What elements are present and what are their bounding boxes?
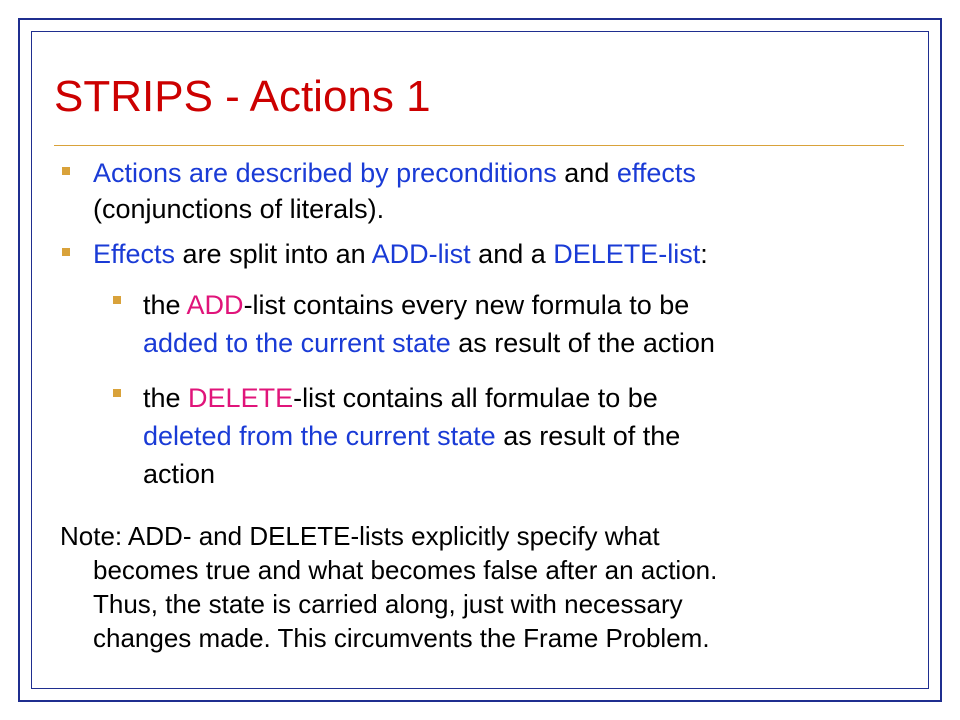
note-paragraph	[60, 519, 933, 655]
bullet-2-text-mid2: and a	[470, 239, 554, 269]
note-line-2: becomes true and what becomes false after an action.	[93, 555, 718, 585]
sub-bullet-2-marker	[113, 389, 121, 397]
sub-bullet-1-marker	[113, 296, 121, 304]
phrase-deleted-from-state: deleted from the current state	[143, 421, 496, 451]
sub-bullet-1-text-start: the	[143, 290, 187, 320]
note-line-1: Note: ADD- and DELETE-lists explicitly specify what	[60, 521, 660, 551]
keyword-delete: DELETE	[188, 383, 294, 413]
sub-bullet-1	[143, 286, 715, 362]
phrase-added-to-state: added to the current state	[143, 328, 451, 358]
note-line-3: Thus, the state is carried along, just with necessary	[93, 589, 683, 619]
keyword-effects-2: Effects	[93, 239, 176, 269]
title-divider	[54, 145, 904, 146]
keyword-add-list: ADD-list	[371, 239, 471, 269]
bullet-2-marker	[62, 248, 70, 256]
sub-bullet-2-text-line3: action	[143, 459, 216, 489]
sub-bullet-2	[143, 379, 680, 493]
sub-bullet-2-text-end: as result of the	[495, 421, 681, 451]
bullet-2-text-end: :	[700, 239, 708, 269]
keyword-effects: effects	[616, 158, 696, 188]
keyword-add: ADD	[186, 290, 244, 320]
bullet-1-text-mid: and	[556, 158, 617, 188]
slide-title: STRIPS - Actions 1	[54, 72, 431, 121]
sub-bullet-1-text-mid: -list contains every new formula to be	[243, 290, 690, 320]
bullet-1-text-start: Actions are described by	[93, 158, 397, 188]
note-line-4: changes made. This circumvents the Frame Problem.	[93, 623, 710, 653]
bullet-2	[93, 236, 708, 272]
sub-bullet-2-text-mid: -list contains all formulae to be	[293, 383, 658, 413]
bullet-1	[93, 155, 696, 227]
sub-bullet-2-text-start: the	[143, 383, 189, 413]
sub-bullet-1-text-end: as result of the action	[450, 328, 715, 358]
bullet-1-marker	[62, 167, 70, 175]
keyword-preconditions: preconditions	[396, 158, 557, 188]
bullet-2-text-mid1: are split into an	[175, 239, 372, 269]
bullet-1-text-line2: (conjunctions of literals).	[93, 194, 385, 224]
keyword-delete-list: DELETE-list	[553, 239, 701, 269]
